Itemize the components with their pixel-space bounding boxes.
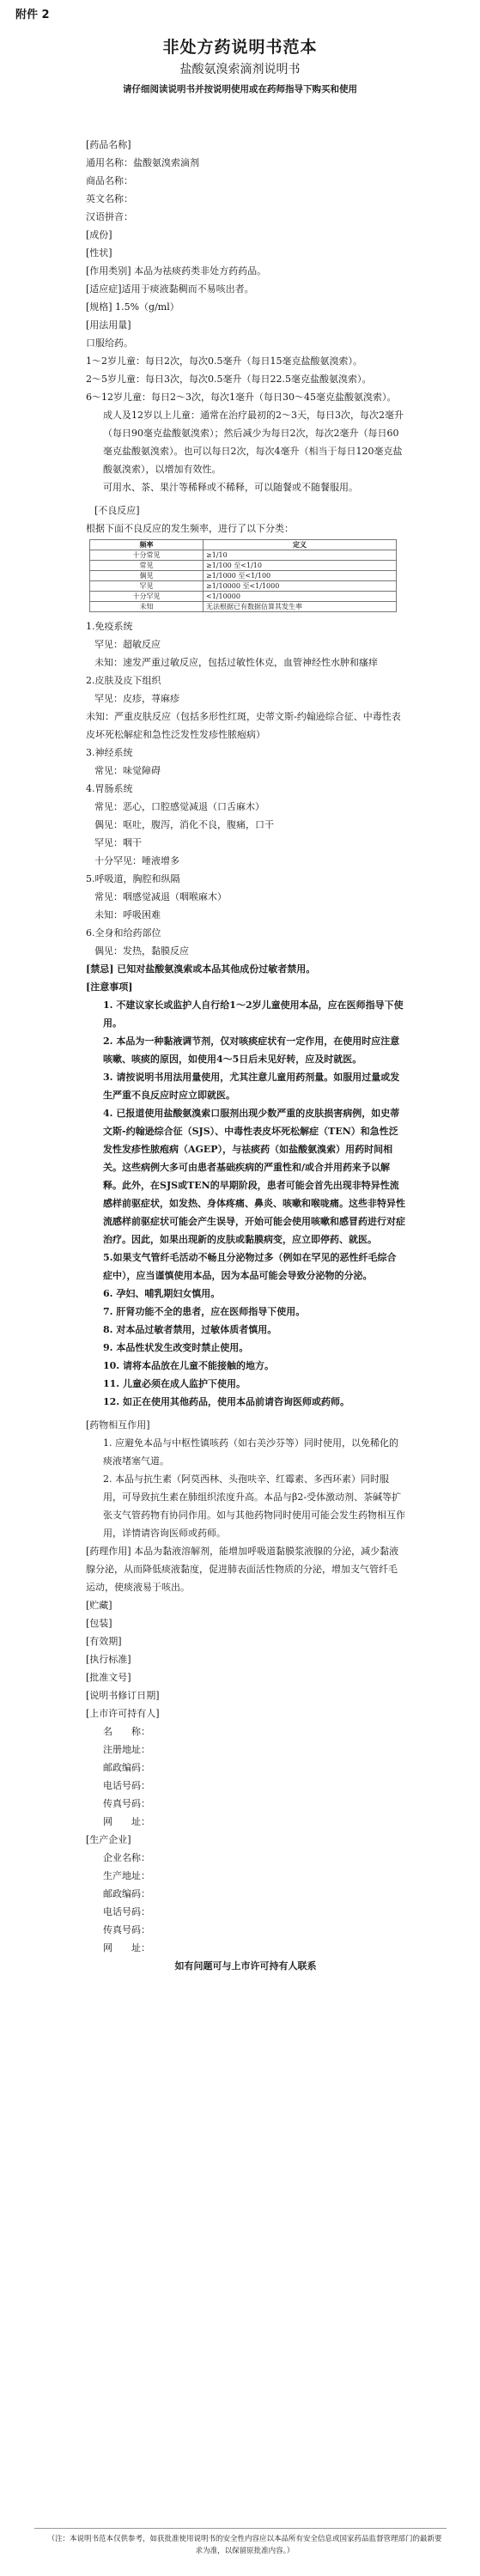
precaution-item: 7. 肝肾功能不全的患者，应在医师指导下使用。 [103, 1306, 306, 1317]
mah-line: 名 称： [103, 1726, 150, 1737]
usage-dilution: 可用水、茶、果汁等稀释或不稀释，可以随餐或不随餐服用。 [103, 482, 358, 493]
adverse-item: 未知：严重皮肤反应（包括多形性红斑，史蒂文斯-约翰逊综合征、中毒性表皮坏死松解症和急性泛发性发疹性脓疱病） [86, 711, 401, 740]
frequency-cell: 罕见 [90, 581, 204, 592]
page-title: 非处方药说明书范本 [162, 38, 318, 57]
adverse-item: 未知：速发严重过敏反应，包括过敏性休克，血管神经性水肿和瘙痒 [94, 657, 378, 668]
adverse-item: 罕见：皮疹，荨麻疹 [94, 693, 179, 704]
table-row [90, 550, 397, 561]
table-row [90, 592, 397, 602]
manufacturer-line: 网 址： [103, 1942, 150, 1953]
table-row [90, 561, 397, 571]
manufacturer-line: 生产地址： [103, 1870, 150, 1881]
packaging-heading: [包装] [86, 1618, 112, 1629]
precaution-item: 3. 请按说明书用法用量使用，尤其注意儿童用药剂量。如服用过量或发生严重不良反应时应立即就医。 [103, 1072, 400, 1101]
mah-line: 电话号码： [103, 1780, 150, 1791]
validity-heading: [有效期] [86, 1636, 122, 1647]
drug-name-heading: [药品名称] [86, 139, 131, 150]
adverse-item: 常见：咽感觉减退（咽喉麻木） [94, 891, 227, 902]
precautions-heading: [注意事项] [86, 981, 133, 993]
generic-name: 通用名称：盐酸氨溴索滴剂 [86, 157, 199, 168]
footer-divider [34, 2528, 447, 2529]
pharmacology-text: [药理作用] 本品为黏液溶解剂，能增加呼吸道黏膜浆液腺的分泌，减少黏液腺分泌，从而降低痰液黏度，促进肺表面活性物质的分泌，增加支气管纤毛运动，使痰液易于咳出。 [86, 1546, 399, 1593]
precaution-item: 10. 请将本品放在儿童不能接触的地方。 [103, 1360, 274, 1371]
manufacturer-heading: [生产企业] [86, 1834, 131, 1845]
english-name: 英文名称： [86, 193, 133, 204]
interactions-heading: [药物相互作用] [86, 1419, 150, 1431]
footnote: （注：本说明书范本仅供参考，如获批准使用说明书的安全性内容应以本品所有安全信息或国家药品监督管理部门的最新要求为准，以保留原批准内容。） [47, 2535, 442, 2555]
appearance-heading: [性状] [86, 247, 112, 258]
mah-line: 邮政编码： [103, 1762, 150, 1773]
adverse-item: 偶见：呕吐，腹泻，消化不良，腹痛，口干 [94, 819, 274, 830]
table-row [90, 581, 397, 592]
adverse-immune: 1.免疫系统 [86, 621, 133, 632]
pinyin-name: 汉语拼音： [86, 211, 133, 222]
manufacturer-line: 企业名称： [103, 1852, 150, 1863]
standard-heading: [执行标准] [86, 1654, 131, 1665]
definition-cell: 无法根据已有数据估算其发生率 [204, 602, 397, 612]
usage-adults: 成人及12岁以上儿童：通常在治疗最初的2～3天，每日3次，每次2毫升（每日90毫克盐酸氨溴索）；然后减少为每日2次，每次2毫升（每日60毫克盐酸氨溴索）。也可以每日2次，每次4毫升（相当于每日120毫克盐酸氨溴索），以增加有效性。 [103, 410, 404, 475]
page-subtitle: 盐酸氨溴索滴剂说明书 [179, 63, 301, 76]
revision-heading: [说明书修订日期] [86, 1690, 160, 1701]
storage-heading: [贮藏] [86, 1600, 112, 1611]
definition-cell: ≥1/1000 至<1/100 [204, 571, 397, 581]
frequency-cell: 未知 [90, 602, 204, 612]
definition-cell: <1/10000 [204, 592, 397, 602]
interaction-item: 2. 本品与抗生素（阿莫西林、头孢呋辛、红霉素、多西环素）同时服用，可导致抗生素在肺组织浓度升高。本品与β2-受体激动剂、茶碱等扩张支气管药物有协同作用。如与其他药物同时使用可能会发生药物相互作用，详情请咨询医师或药师。 [103, 1473, 405, 1539]
manufacturer-line: 传真号码： [103, 1924, 150, 1935]
adverse-heading: [不良反应] [94, 505, 140, 516]
adverse-gi: 4.胃肠系统 [86, 783, 133, 794]
precaution-item: 12. 如正在使用其他药品，使用本品前请咨询医师或药师。 [103, 1396, 349, 1407]
definition-header: 定义 [204, 540, 397, 550]
definition-cell: ≥1/10 [204, 550, 397, 561]
indications-text: [适应症]适用于痰液黏稠而不易咳出者。 [86, 283, 254, 295]
precaution-item: 4. 已报道使用盐酸氨溴索口服剂出现少数严重的皮肤损害病例，如史蒂文斯-约翰逊综合征（SJS）、中毒性表皮坏死松解症（TEN）和急性泛发性发疹性脓疱病（AGEP），与祛痰药（如盐酸氨溴索）用药时间相关。这些病例大多可由患者基础疾病的严重性和/或合并用药来予以解释。此外，在SJS或TEN的早期阶段，患者可能会首先出现非特异性流感样前驱症状，如发热、身体疼痛、鼻炎、咳嗽和喉咙痛。这些非特异性流感样前驱症状可能会产生误导，开始可能会使用咳嗽和感冒药进行对症治疗。因此，如果出现新的皮肤或黏膜病变，应立即停药、就医。 [103, 1108, 405, 1245]
manufacturer-line: 邮政编码： [103, 1888, 150, 1899]
adverse-general: 6.全身和给药部位 [86, 927, 161, 939]
adverse-item: 常见：味觉障碍 [94, 765, 161, 776]
interaction-item: 1. 应避免本品与中枢性镇咳药（如右美沙芬等）同时使用，以免稀化的痰液堵塞气道。 [103, 1437, 398, 1467]
precaution-item: 8. 对本品过敏者禁用，过敏体质者慎用。 [103, 1324, 277, 1335]
adverse-item: 十分罕见：唾液增多 [94, 855, 179, 866]
leaflet-body [86, 136, 405, 1975]
mah-line: 网 址： [103, 1816, 150, 1827]
approval-heading: [批准文号] [86, 1672, 131, 1683]
precaution-item: 11. 儿童必须在成人监护下使用。 [103, 1378, 246, 1389]
frequency-cell: 十分常见 [90, 550, 204, 561]
frequency-cell: 常见 [90, 561, 204, 571]
contraindications-text: [禁忌] 已知对盐酸氨溴索或本品其他成份过敏者禁用。 [86, 963, 316, 975]
precaution-item: 2. 本品为一种黏液调节剂，仅对咳痰症状有一定作用，在使用时应注意咳嗽、咳痰的原因，如使用4～5日后未见好转，应及时就医。 [103, 1036, 400, 1065]
usage-6-12yrs: 6～12岁儿童：每日2～3次，每次1毫升（每日30～45毫克盐酸氨溴索）。 [86, 392, 397, 403]
spec-text: [规格] 1.5%（g/ml） [86, 301, 179, 313]
frequency-header: 频率 [90, 540, 204, 550]
ingredients-heading: [成份] [86, 229, 112, 240]
adverse-nervous: 3.神经系统 [86, 747, 133, 758]
usage-2-5yrs: 2～5岁儿童：每日3次，每次0.5毫升（每日22.5毫克盐酸氨溴索）。 [86, 374, 372, 385]
adverse-skin: 2.皮肤及皮下组织 [86, 675, 161, 686]
usage-oral: 口服给药。 [86, 337, 133, 349]
adverse-item: 罕见：超敏反应 [94, 639, 161, 650]
category-text: [作用类别] 本品为祛痰药类非处方药药品。 [86, 265, 267, 276]
precaution-item: 1. 不建议家长或监护人自行给1～2岁儿童使用本品，应在医师指导下使用。 [103, 999, 404, 1029]
mah-heading: [上市许可持有人] [86, 1708, 160, 1719]
definition-cell: ≥1/10000 至<1/1000 [204, 581, 397, 592]
manufacturer-line: 电话号码： [103, 1906, 150, 1917]
precaution-item: 9. 本品性状发生改变时禁止使用。 [103, 1342, 249, 1353]
frequency-table [89, 539, 397, 612]
adverse-item: 偶见：发热，黏膜反应 [94, 945, 189, 957]
table-row [90, 602, 397, 612]
usage-1-2yrs: 1～2岁儿童：每日2次，每次0.5毫升（每日15毫克盐酸氨溴索）。 [86, 355, 362, 367]
frequency-cell: 十分罕见 [90, 592, 204, 602]
mah-line: 传真号码： [103, 1798, 150, 1809]
mah-line: 注册地址： [103, 1744, 150, 1755]
precaution-item: 6. 孕妇、哺乳期妇女慎用。 [103, 1288, 221, 1299]
adverse-item: 未知：呼吸困难 [94, 909, 161, 920]
table-row [90, 571, 397, 581]
adverse-item: 常见：恶心，口腔感觉减退（口舌麻木） [94, 801, 264, 812]
adverse-item: 罕见：咽干 [94, 837, 142, 848]
adverse-intro: 根据下面不良反应的发生频率，进行了以下分类： [86, 523, 294, 534]
precaution-item: 5.如果支气管纤毛活动不畅且分泌物过多（例如在罕见的恶性纤毛综合症中），应当谨慎使用本品，因为本品可能会导致分泌物的分泌。 [103, 1252, 397, 1281]
usage-heading: [用法用量] [86, 319, 131, 331]
frequency-cell: 偶见 [90, 571, 204, 581]
definition-cell: ≥1/100 至<1/10 [204, 561, 397, 571]
attachment-label: 附件 2 [15, 9, 50, 21]
reading-warning: 请仔细阅读说明书并按说明使用或在药师指导下购买和使用 [123, 84, 357, 94]
trade-name: 商品名称： [86, 175, 133, 186]
contact-line: 如有问题可与上市许可持有人联系 [174, 1960, 317, 1971]
adverse-respiratory: 5.呼吸道，胸腔和纵隔 [86, 873, 180, 884]
